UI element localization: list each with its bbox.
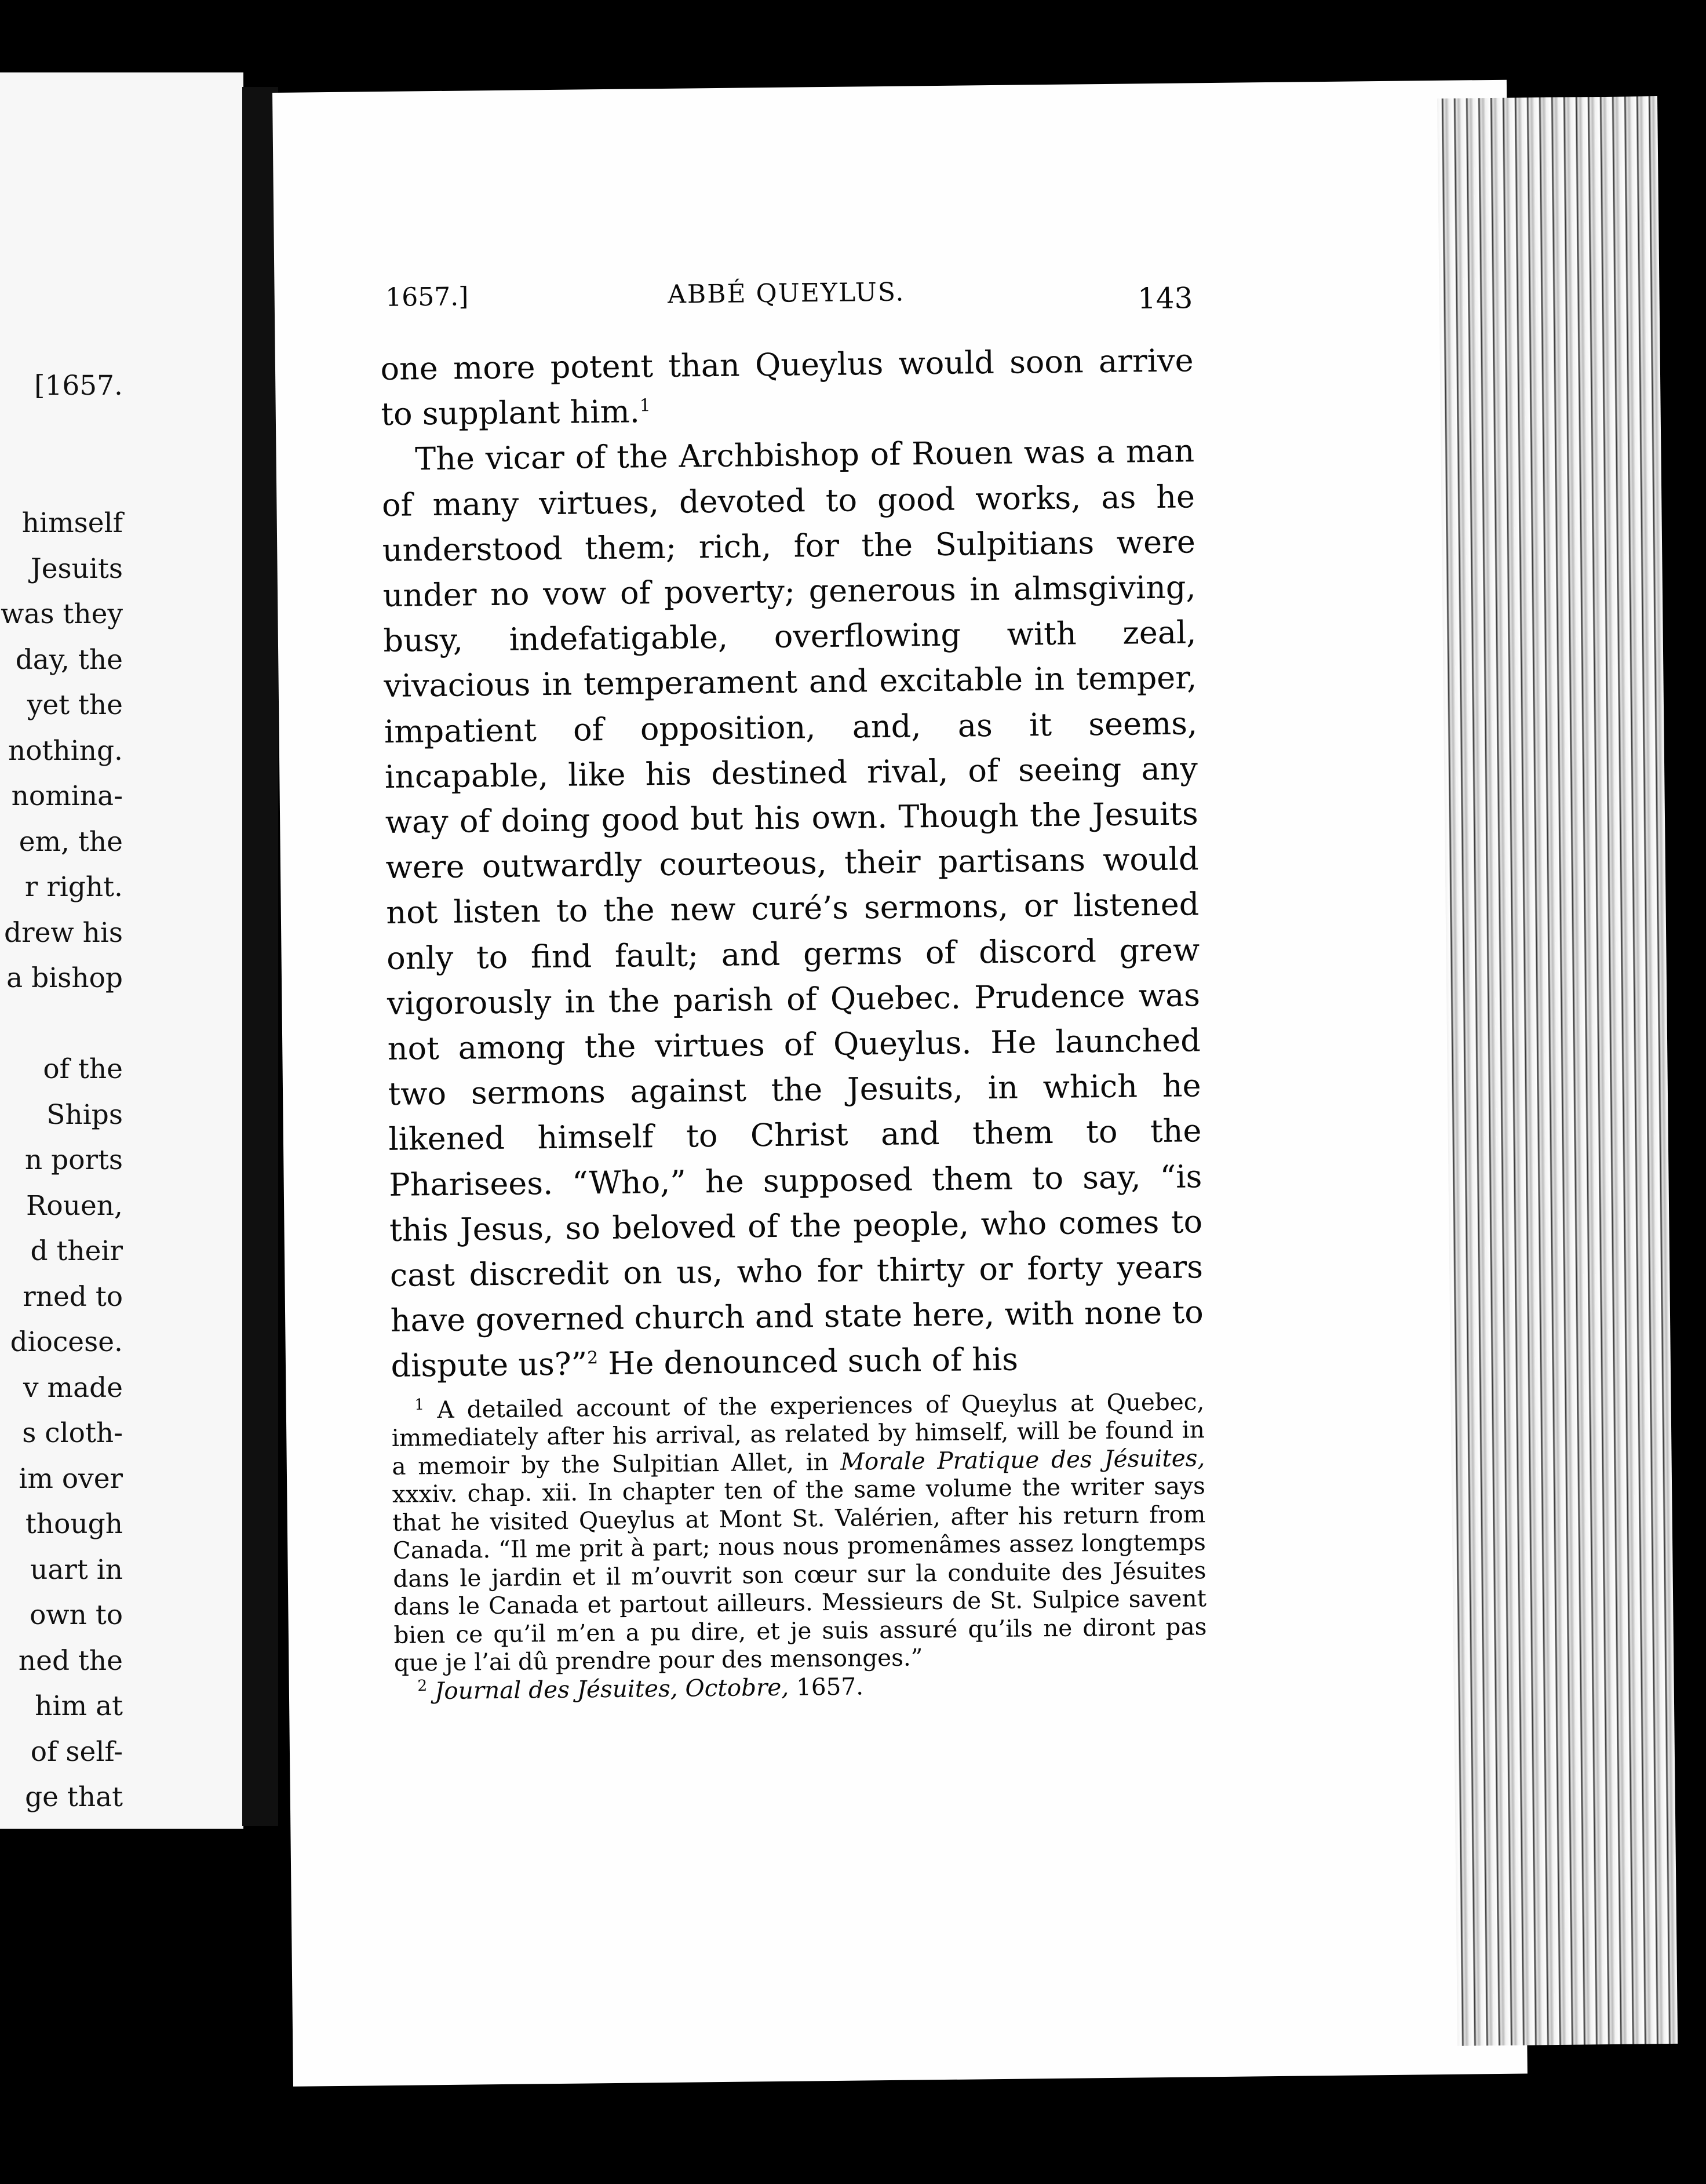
left-page-line: ned the <box>18 1644 123 1677</box>
left-page-line: himself <box>21 507 123 539</box>
paragraph-2: The vicar of the Archbishop of Rouen was a man of many virtues, devoted to good works, as he understood them; rich, for the Sulpitians were under no vow of poverty; generous in almsgiving, busy, indefatigable, overflowing with zeal, vivacious in temperament and excitable in temper, impatient of opposition, and, as it seems, incapable, like his destined rival, of seeing any way of doing good but his own. Though the Jesuits were outwardly courteous, their partisans would not listen to the new curé’s sermons, or listened only to find fault; and germs of discord grew vigorously in the parish of Quebec. Prudence was not among the virtues of Queylus. He launched two sermons against the Jesuits, in which he likened himself to Christ and them to the Pharisees. “Who,” he supposed them to say, “is this Jesus, so beloved of the people, who comes to cast discredit on us, who for thirty or forty years have governed church and state here, with none to dispute us?”$^2$ He denounced such of his <box>381 432 1204 1385</box>
left-page-line: drew his <box>4 916 123 949</box>
left-page-line: nothing. <box>8 734 123 767</box>
left-page-line: Rouen, <box>26 1189 123 1222</box>
footnotes <box>391 1388 1208 1705</box>
footnote-2: $^2$ Journal des Jésuites, Octobre, 1657. <box>417 1672 864 1705</box>
left-page-line: rned to <box>23 1280 123 1313</box>
chapter-title: ABBÉ QUEYLUS. <box>667 277 905 310</box>
left-page-line: was they <box>1 598 123 630</box>
left-page-line: him at <box>35 1690 123 1722</box>
paragraph-1: one more potent than Queylus would soon arrive to supplant him.$^1$ <box>380 342 1194 433</box>
left-page-line: of the <box>43 1053 123 1085</box>
left-page-line: d their <box>30 1235 123 1267</box>
left-page-line: im over <box>19 1462 123 1495</box>
left-page-line: of self- <box>30 1735 123 1768</box>
left-page-line: r right. <box>24 871 123 903</box>
left-page-line: day, the <box>15 643 123 676</box>
left-running-header: [1657. <box>34 370 123 402</box>
left-page-line: diocese. <box>10 1326 123 1358</box>
body-text <box>380 338 1204 1389</box>
left-page-line: yet the <box>27 689 123 721</box>
footnote-ref-1: 1 <box>639 395 651 416</box>
left-page-line: own to <box>30 1599 123 1631</box>
running-header <box>380 274 1193 347</box>
left-page-line <box>0 1002 123 1047</box>
left-page-line: nomina- <box>11 780 123 812</box>
left-page-line: Jesuits <box>30 552 123 585</box>
left-page-text <box>0 272 123 1912</box>
page-number: 143 <box>1137 281 1193 316</box>
left-page-line: Ships <box>46 1098 123 1131</box>
left-page-line: n ports <box>24 1144 123 1176</box>
footnote-1: $^1$ A detailed account of the experiences of Queylus at Quebec, immediately after his arrival, as related by himself, will be found in a memoir by the Sulpitian Allet, in Morale Pratique des Jésuites, xxxiv. chap. xii. In chapter ten of the same volume the writer says that he visited Queylus at Mont St. Valérien, after his return from Canada. “Il me prit à part; nous nous promenâmes assez longtemps dans le jardin et il m’ouvrit son cœur sur la conduite des Jésuites dans le Canada et partout ailleurs. Messieurs de St. Sulpice savent bien ce qu’il m’en a pu dire, et je suis assuré qu’ils ne diront pas que je l’ai dû prendre pour des mensonges.” <box>391 1387 1207 1677</box>
left-page-line: ge that <box>25 1781 123 1813</box>
left-page-lines <box>0 501 123 1821</box>
left-page-line: s cloth- <box>22 1417 123 1449</box>
left-page-line: a bishop <box>6 962 123 994</box>
header-year: 1657.] <box>385 282 469 312</box>
left-page-line: em, the <box>19 825 123 858</box>
left-page-line: though <box>25 1508 123 1540</box>
left-page-line: v made <box>23 1371 123 1404</box>
left-page-line: uart in <box>30 1553 123 1586</box>
page-edges <box>1437 96 1678 2046</box>
book-gutter <box>242 87 278 1826</box>
page-content <box>380 274 1208 1705</box>
footnote-ref-2: 2 <box>587 1348 599 1368</box>
